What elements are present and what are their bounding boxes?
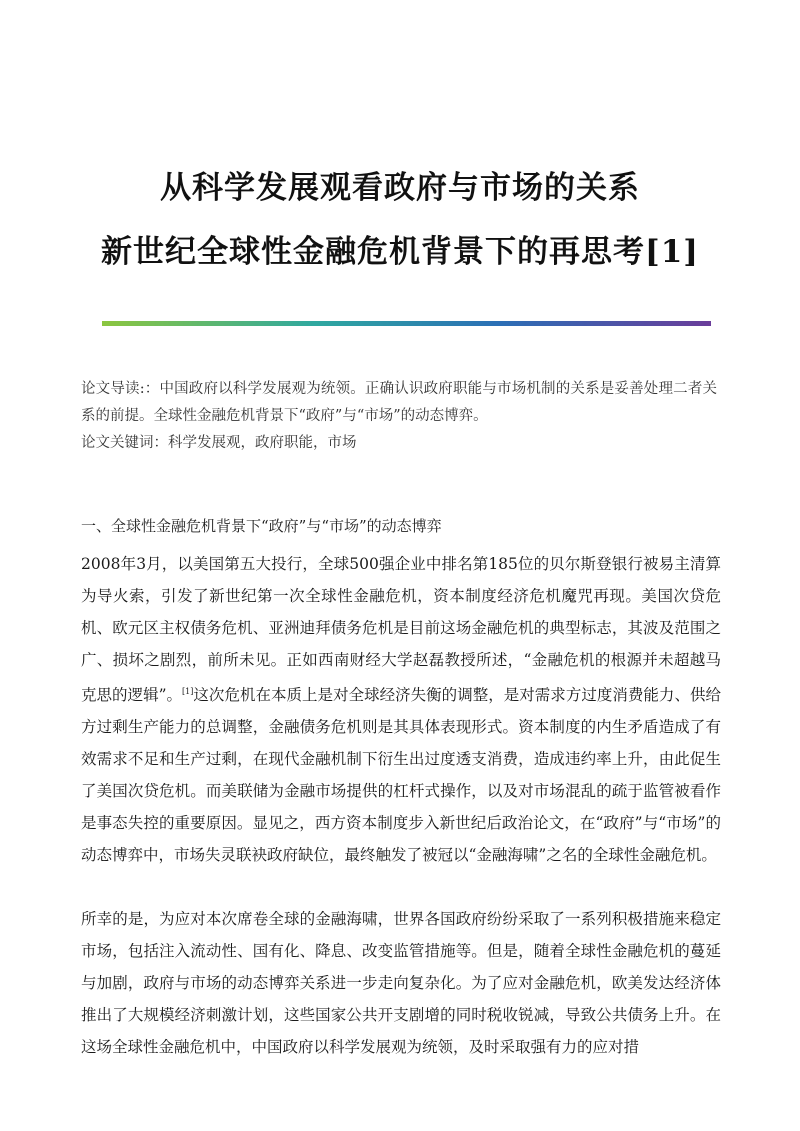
abstract-block xyxy=(81,376,717,457)
citation-ref: [1] xyxy=(182,687,194,696)
document-title: 从科学发展观看政府与市场的关系 xyxy=(160,170,640,206)
paragraph-1-part-b: 这次危机在本质上是对全球经济失衡的调整，是对需求方过度消费能力、供给方过剩生产能力的总调整，金融债务危机则是其具体表现形式。资本制度的内生矛盾造成了有效需求不足和生产过剩，在现代金融机制下衍生出过度透支消费，造成违约率上升，由此促生了美国次贷危机。而美联储为金融市场提供的杠杆式操作，以及对市场混乱的疏于监管被看作是事态失控的重要原因。显见之，西方资本制度步入新世纪后政治论文，在“政府”与“市场”的动态博弈中，市场失灵联袂政府缺位，最终触发了被冠以“金融海啸”之名的全球性金融危机。 xyxy=(81,686,721,865)
paragraph-1-part-a: 2008年3月，以美国第五大投行，全球500强企业中排名第185位的贝尔斯登银行被易主清算为导火索，引发了新世纪第一次全球性金融危机，资本制度经济危机魔咒再现。美国次贷危机、欧元区主权债务危机、亚洲迪拜债务危机是目前这场金融危机的典型标志，其波及范围之广、损坏之剧烈，前所未见。正如西南财经大学赵磊教授所述，“金融危机的根源并未超越马克思的逻辑”。 xyxy=(81,555,721,705)
paragraph-2-text: 所幸的是，为应对本次席卷全球的金融海啸，世界各国政府纷纷采取了一系列积极措施来稳定市场，包括注入流动性、国有化、降息、改变监管措施等。但是，随着全球性金融危机的蔓延与加剧，政府与市场的动态博弈关系进一步走向复杂化。为了应对金融危机，欧美发达经济体推出了大规模经济刺激计划，这些国家公共开支剧增的同时税收锐减，导致公共债务上升。在这场全球性金融危机中，中国政府以科学发展观为统领，及时采取强有力的应对措 xyxy=(81,910,721,1056)
section-heading-text: 一、全球性金融危机背景下“政府”与“市场”的动态博弈 xyxy=(81,517,442,535)
abstract-text: 论文导读:：中国政府以科学发展观为统领。正确认识政府职能与市场机制的关系是妥善处理二者关系的前提。全球性金融危机背景下“政府”与“市场”的动态博弈。 xyxy=(81,381,717,424)
section-heading xyxy=(81,510,721,542)
paragraph-1-text xyxy=(81,548,721,871)
paragraph-1 xyxy=(81,548,721,871)
keywords-text: 论文关键词：科学发展观，政府职能，市场 xyxy=(81,435,357,451)
title-divider xyxy=(102,321,711,326)
document-subtitle: 新世纪全球性金融危机背景下的再思考[1] xyxy=(101,234,699,270)
paragraph-2 xyxy=(81,903,721,1063)
